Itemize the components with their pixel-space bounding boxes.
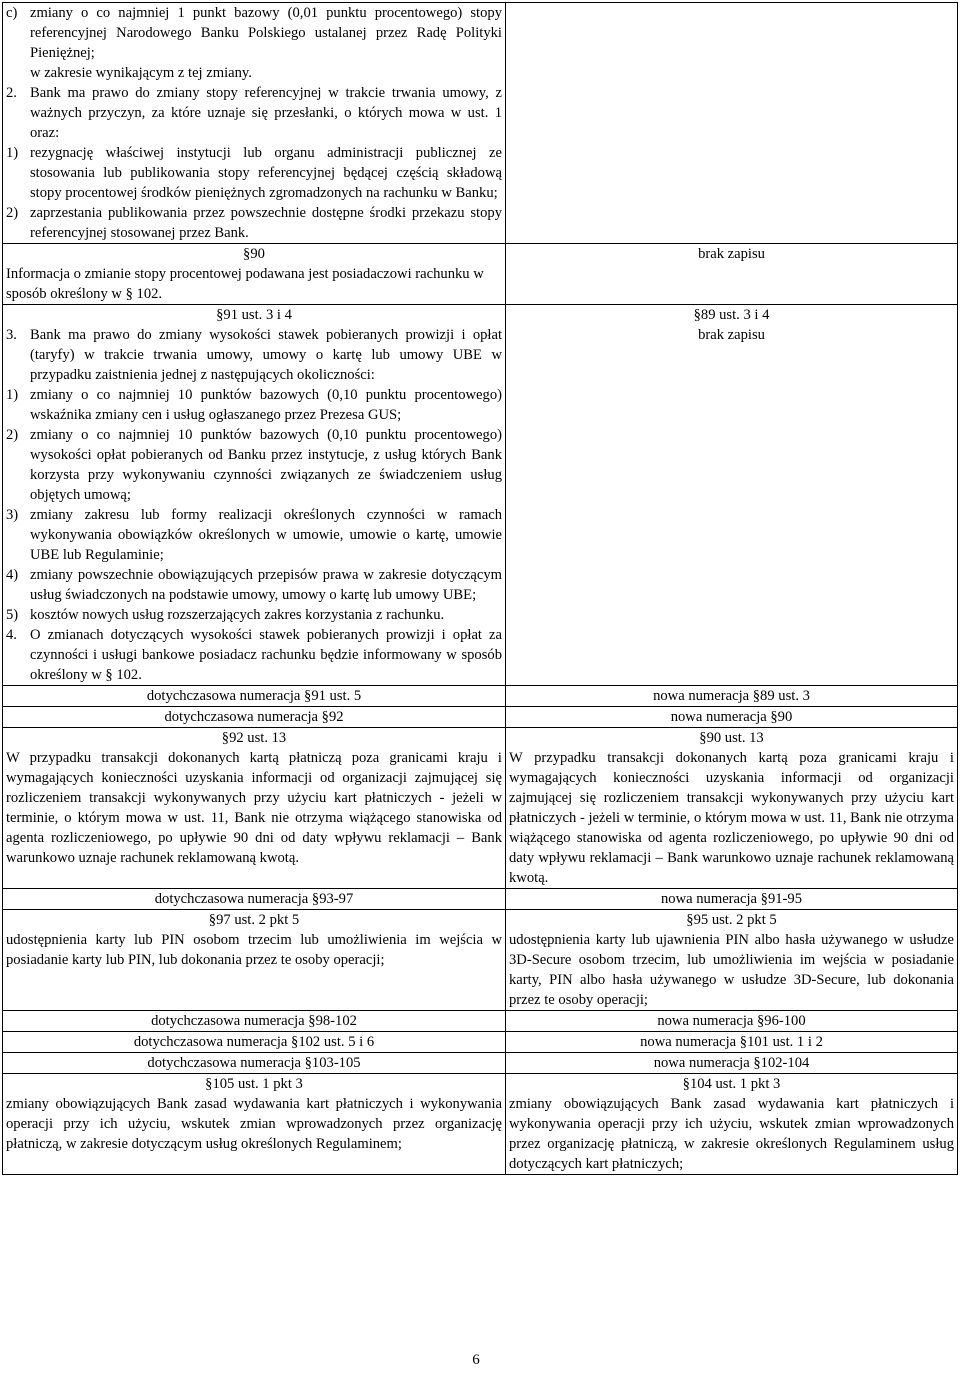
- item-text: O zmianach dotyczących wysokości stawek pobieranych prowizji i opłat za czynności i usługi bankowe posiadacz rachunku będzie informowany w sposób określony w § 102.: [30, 627, 502, 683]
- item-label: 3): [6, 507, 19, 523]
- section-text: zmiany obowiązujących Bank zasad wydawania kart płatniczych i wykonywania operacji przy ich użyciu, wskutek zmian wprowadzonych przez organizację płatniczą, w zakresie dotyczącym usług określonych Regulaminem;: [6, 1096, 502, 1152]
- list-item: [6, 3, 502, 63]
- comparison-table: [2, 2, 958, 1175]
- new-text-cell: [506, 3, 958, 244]
- table-row: [3, 1053, 958, 1074]
- item-label: 2): [6, 205, 19, 221]
- old-numbering: dotychczasowa numeracja §103-105: [3, 1053, 506, 1074]
- new-text-cell: [506, 305, 958, 686]
- table-row: [3, 1074, 958, 1175]
- section-heading: §97 ust. 2 pkt 5: [208, 912, 300, 928]
- table-row: [3, 305, 958, 686]
- item-text: zmiany zakresu lub formy realizacji określonych czynności w ramach wykonywania obowiązków określonych w umowie, umowie o kartę, umowie UBE lub Regulaminie;: [30, 507, 502, 563]
- new-numbering: nowa numeracja §90: [506, 707, 958, 728]
- page-number: 6: [472, 1352, 480, 1368]
- section-text: zmiany obowiązujących Bank zasad wydawania kart płatniczych i wykonywania operacji przy ich użyciu, wskutek zmian wprowadzonych przez organizację płatniczą, w zakresie określonych Regulaminem usług dotyczących kart płatniczych;: [509, 1096, 954, 1172]
- old-text-cell: [3, 3, 506, 244]
- item-text: rezygnację właściwej instytucji lub organu administracji publicznej ze stosowania lub publikowania stopy referencyjnej będącej częścią składową stopy procentowej środków pieniężnych zgromadzonych na rachunku w Banku;: [30, 145, 502, 201]
- item-text: Bank ma prawo do zmiany stopy referencyjnej w trakcie trwania umowy, z ważnych przyczyn, za które uznaje się przesłanki, o których mowa w ust. 1 oraz:: [30, 85, 502, 141]
- old-text-cell: [3, 1074, 506, 1175]
- table-row: [3, 728, 958, 889]
- item-label: 5): [6, 607, 19, 623]
- table-row: [3, 1032, 958, 1053]
- item-label: 3.: [6, 327, 17, 343]
- new-numbering: nowa numeracja §96-100: [506, 1011, 958, 1032]
- table-row: [3, 244, 958, 305]
- item-label: 2): [6, 427, 19, 443]
- list-item: [6, 425, 502, 505]
- item-label: c): [6, 5, 18, 21]
- item-text: kosztów nowych usług rozszerzających zakres korzystania z rachunku.: [30, 607, 445, 623]
- section-text: brak zapisu: [698, 246, 765, 262]
- section-heading: §104 ust. 1 pkt 3: [682, 1076, 781, 1092]
- table-row: [3, 707, 958, 728]
- item-text: Bank ma prawo do zmiany wysokości stawek pobieranych prowizji i opłat (taryfy) w trakcie trwania umowy, umowy o kartę lub umowy UBE w przypadku zaistnienia jednej z następujących okoliczności:: [30, 327, 502, 383]
- section-heading: §90 ust. 13: [699, 730, 764, 746]
- new-numbering: nowa numeracja §101 ust. 1 i 2: [506, 1032, 958, 1053]
- old-text-cell: [3, 728, 506, 889]
- item-text: zaprzestania publikowania przez powszechnie dostępne środki przekazu stopy referencyjnej stosowanej przez Bank.: [30, 205, 502, 241]
- item-label: 2.: [6, 85, 17, 101]
- item-text: zmiany o co najmniej 1 punkt bazowy (0,01 punktu procentowego) stopy referencyjnej Narodowego Banku Polskiego ustalanej przez Radę Polityki Pieniężnej;: [30, 5, 502, 61]
- item-text: zmiany o co najmniej 10 punktów bazowych (0,10 punktu procentowego) wskaźnika zmiany cen i usług ogłaszanego przez Prezesa GUS;: [30, 387, 502, 423]
- old-numbering: dotychczasowa numeracja §98-102: [3, 1011, 506, 1032]
- list-item: [6, 625, 502, 685]
- table-row: [3, 889, 958, 910]
- list-item: [6, 325, 502, 385]
- section-heading: §89 ust. 3 i 4: [693, 307, 770, 323]
- new-numbering: nowa numeracja §102-104: [506, 1053, 958, 1074]
- section-heading: §105 ust. 1 pkt 3: [205, 1076, 303, 1092]
- list-item: [6, 83, 502, 143]
- item-label: 1): [6, 387, 19, 403]
- old-numbering: dotychczasowa numeracja §92: [3, 707, 506, 728]
- new-numbering: nowa numeracja §89 ust. 3: [506, 686, 958, 707]
- item-text: zmiany powszechnie obowiązujących przepisów prawa w zakresie dotyczącym usług świadczonych na podstawie umowy, umowy o kartę lub umowy UBE;: [30, 567, 502, 603]
- section-text: brak zapisu: [698, 327, 765, 343]
- list-item: [6, 203, 502, 243]
- new-text-cell: [506, 728, 958, 889]
- new-text-cell: [506, 910, 958, 1011]
- section-heading: §92 ust. 13: [221, 730, 287, 746]
- table-row: [3, 910, 958, 1011]
- old-text-cell: [3, 244, 506, 305]
- table-row: [3, 686, 958, 707]
- section-text: W przypadku transakcji dokonanych kartą płatniczą poza granicami kraju i wymagających konieczności uzyskania informacji od organizacji zajmującej się rozliczeniem transakcji wykonywanych przy użyciu kart płatniczych - jeżeli w terminie, o którym mowa w ust. 11, Bank nie otrzyma wiążącego stanowiska od agenta rozliczeniowego, po upływie 90 dni od daty wpływu reklamacji – Bank warunkowo uznaje rachunek reklamowaną kwotą.: [6, 750, 502, 866]
- section-text: Informacja o zmianie stopy procentowej podawana jest posiadaczowi rachunku w sposób określony w § 102.: [6, 266, 484, 302]
- list-item: [6, 143, 502, 203]
- item-label: 4.: [6, 627, 17, 643]
- section-heading: §91 ust. 3 i 4: [216, 307, 292, 323]
- item-label: 4): [6, 567, 19, 583]
- old-numbering: dotychczasowa numeracja §91 ust. 5: [3, 686, 506, 707]
- table-row: [3, 1011, 958, 1032]
- old-numbering: dotychczasowa numeracja §102 ust. 5 i 6: [3, 1032, 506, 1053]
- section-text: udostępnienia karty lub PIN osobom trzecim lub umożliwienia im wejścia w posiadanie karty lub PIN, lub dokonania przez te osoby operacji;: [6, 932, 502, 968]
- old-text-cell: [3, 305, 506, 686]
- table-row: [3, 3, 958, 244]
- old-text-cell: [3, 910, 506, 1011]
- item-text: zmiany o co najmniej 10 punktów bazowych (0,10 punktu procentowego) wysokości opłat pobieranych od Banku przez instytucje, z usług których Bank korzysta przy wykonywaniu czynności związanych ze świadczeniem usług objętych umową;: [30, 427, 502, 503]
- section-text: udostępnienia karty lub ujawnienia PIN albo hasła używanego w usłudze 3D-Secure osobom trzecim, lub umożliwienia im wejścia w posiadanie karty, PIN albo hasła używanego w usłudze 3D-Secure, lub dokonania przez te osoby operacji;: [509, 932, 954, 1008]
- new-text-cell: [506, 244, 958, 305]
- list-item: [6, 565, 502, 605]
- new-numbering: nowa numeracja §91-95: [506, 889, 958, 910]
- list-item: [6, 605, 502, 625]
- item-label: 1): [6, 145, 19, 161]
- section-heading: §90: [243, 246, 265, 262]
- section-heading: §95 ust. 2 pkt 5: [686, 912, 777, 928]
- item-tail: w zakresie wynikającym z tej zmiany.: [30, 65, 252, 81]
- new-text-cell: [506, 1074, 958, 1175]
- list-item: [6, 385, 502, 425]
- list-item: [6, 505, 502, 565]
- section-text: W przypadku transakcji dokonanych kartą poza granicami kraju i wymagających konieczności uzyskania informacji od organizacji zajmującej się rozliczeniem transakcji wykonywanych przy użyciu kart płatniczych - jeżeli w terminie, o którym mowa w ust. 11, Bank nie otrzyma wiążącego stanowiska od agenta rozliczeniowego, po upływie 90 dni od daty wpływu reklamacji – Bank warunkowo uznaje rachunek reklamowaną kwotą.: [509, 750, 954, 886]
- old-numbering: dotychczasowa numeracja §93-97: [3, 889, 506, 910]
